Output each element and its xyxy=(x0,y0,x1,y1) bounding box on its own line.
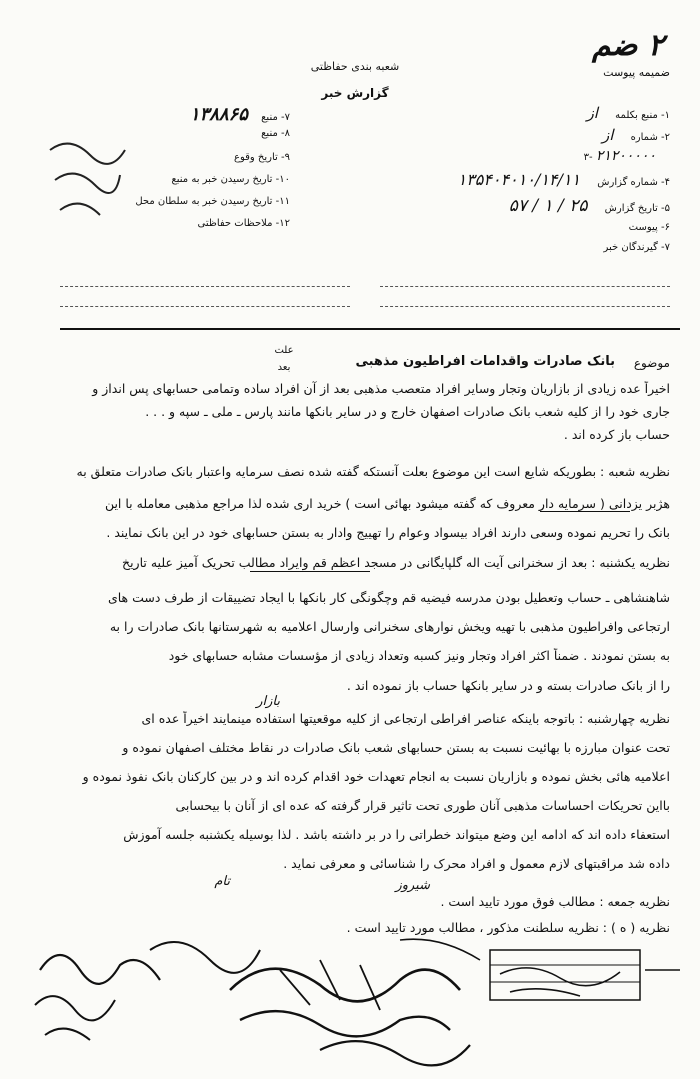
body-line-13: تحت عنوان مبارزه با بهائیت نسبت به بستن حسابهای شعب بانک صادرات در نقاط مختلف اصفهان نموده و xyxy=(122,740,670,755)
separator-rule xyxy=(60,328,680,330)
body-line-10: به بستن نمودند . ضمناً اکثر افراد وتجار ونیز کسبه وتعداد زیادی از مؤسسات مشابه حسابهای خود xyxy=(168,648,670,663)
body-line-6: بانک را تحریم نموده وسعی دارند افراد بیسواد وعوام را تهییج وادار به بستن حسابهای خود در این بانک نمایند . xyxy=(106,525,670,540)
field-label: ۷- گیرندگان خبر xyxy=(603,242,670,253)
field-label: ۱- منبع بکلمه xyxy=(615,110,670,121)
right-field-5 xyxy=(370,196,670,218)
report-title: گزارش خبر xyxy=(321,86,389,100)
dotted-line xyxy=(380,286,670,287)
body-line-7: نظریه یکشنبه : بعد از سخنرانی آیت اله گلپایگانی در مسجد اعظم قم وایراد مطالب تحریک آمیز علیه تاریخ xyxy=(122,555,670,570)
field-value: ۲۵ / ۱ / ۵۷ xyxy=(508,196,588,216)
subject-text: بانک صادرات واقدامات افراطیون مذهبی xyxy=(355,354,615,369)
handwritten-scribble-top-left xyxy=(40,130,130,230)
underline-mark xyxy=(250,571,370,572)
attachment-label: ضمیمه پیوست xyxy=(603,66,670,79)
signatures-and-stamps xyxy=(20,930,680,1070)
body-line-14: اعلامیه هائی بخش نموده و بازاریان نسبت به انجام تعهدات خود اقدام کرده اند و در بین کارکنان بانک نفوذ نموده و xyxy=(82,769,670,784)
body-line-15: بااین تحریکات احساسات مذهبی آنان طوری تحت تاثیر قرار گرفته که عده ای از آنان با بیحسابی xyxy=(175,798,670,813)
right-field-6 xyxy=(370,222,670,242)
field-label: ۱۱- تاریخ رسیدن خبر به سلطان محل xyxy=(135,196,290,207)
field-label: ۳- xyxy=(583,152,593,163)
body-line-8: شاهنشاهی ـ حساب وتعطیل بودن مدرسه فیضیه قم وچگونگی کار بانکها با ایجاد تضییقات از طرف دست های xyxy=(107,590,670,605)
field-label: ۲- شماره xyxy=(630,132,670,143)
field-label: ۸- منبع xyxy=(261,128,290,139)
body-line-16: استعفاء داده اند که ادامه این وضع میتواند خطراتی را در بر داشته باشد . لذا بوسیله یکشنبه جلسه آموزش xyxy=(123,827,670,842)
margin-note-shiroz: شیروز xyxy=(395,878,430,893)
field-value: ۱۳۸۸۶۵ xyxy=(189,104,248,125)
right-field-3 xyxy=(370,148,670,168)
page-number: ۲ ضم xyxy=(591,28,664,63)
body-line-19: نظریه ( ه ) : نظریه سلطنت مذکور ، مطالب مورد تایید است . xyxy=(346,920,670,935)
field-label: ۷- منبع xyxy=(261,112,290,123)
body-line-4: نظریه شعبه : بطوریکه شایع است این موضوع بعلت آنستکه گفته شده نصف سرمایه واعتبار بانک صادرات متعلق به xyxy=(76,464,670,479)
dotted-line xyxy=(60,306,350,307)
left-field-7 xyxy=(40,104,290,124)
body-line-5: هژبر یزدانی ( سرمایه دار معروف که گفته میشود بهائی است ) خرید اری شده لذا مراجع مذهبی معامله با این xyxy=(104,496,670,511)
dotted-line xyxy=(60,286,350,287)
field-value: ۲۱۲۰۰۰۰۰ xyxy=(595,148,656,164)
field-label: ۴- شماره گزارش xyxy=(597,177,670,188)
right-field-2 xyxy=(370,126,670,146)
subject-label: موضوع xyxy=(633,356,670,370)
dotted-line xyxy=(380,306,670,307)
body-line-11: را از بانک صادرات بسته و در سایر بانکها حساب باز نموده اند . xyxy=(346,678,670,693)
margin-note-bazaar: بازار xyxy=(256,694,280,709)
underline-mark xyxy=(540,511,630,512)
field-label: ۱۲- ملاحظات حفاظتی xyxy=(197,218,290,229)
office-name: شعبه بندی حفاظتی xyxy=(310,60,400,73)
field-value: ۱۳۵۴۰۴۰۱۰/۱۴/۱۱ xyxy=(457,170,581,189)
body-line-2: جاری خود را از کلیه شعب بانک صادرات اصفهان خارج و در سایر بانکها مانند پارس ـ ملی ـ سپه و . . . xyxy=(145,404,670,419)
body-line-12: نظریه چهارشنبه : باتوجه باینکه عناصر افراطی ارتجاعی از کلیه موقعیتها استفاده مینمایند اخیراً عده ای xyxy=(141,711,670,726)
body-line-1: اخیراً عده زیادی از بازاریان وتجار وسایر افراد متعصب مذهبی بعد از آن افراد ساده وتمامی حسابهای پس انداز و xyxy=(92,381,670,396)
body-line-18: نظریه جمعه : مطالب فوق مورد تایید است . xyxy=(440,894,670,909)
body-line-3: حساب باز کرده اند . xyxy=(563,427,670,442)
margin-note-tam: تام xyxy=(214,874,230,889)
right-field-7 xyxy=(370,242,670,262)
field-value: از xyxy=(586,104,598,122)
body-line-17: داده شد مراقبتهای لازم معمول و افراد محرک را شناسائی و معرفی نماید . xyxy=(283,856,670,871)
subject-note-bottom: بعد xyxy=(277,362,291,373)
field-label: ۹- تاریخ وقوع xyxy=(234,152,290,163)
right-field-1 xyxy=(370,104,670,124)
field-label: ۱۰- تاریخ رسیدن خبر به منبع xyxy=(171,174,290,185)
subject-note-top: علت xyxy=(274,345,294,356)
right-field-4 xyxy=(370,170,670,190)
field-label: ۵- تاریخ گزارش xyxy=(604,203,670,214)
field-label: ۶- پیوست xyxy=(628,222,670,233)
body-line-9: ارتجاعی وافراطیون مذهبی با تهیه ویخش نوارهای سخنرانی وارسال اعلامیه به شهرستانها بانک صادرات را به xyxy=(109,619,670,634)
field-value: از xyxy=(601,126,614,144)
